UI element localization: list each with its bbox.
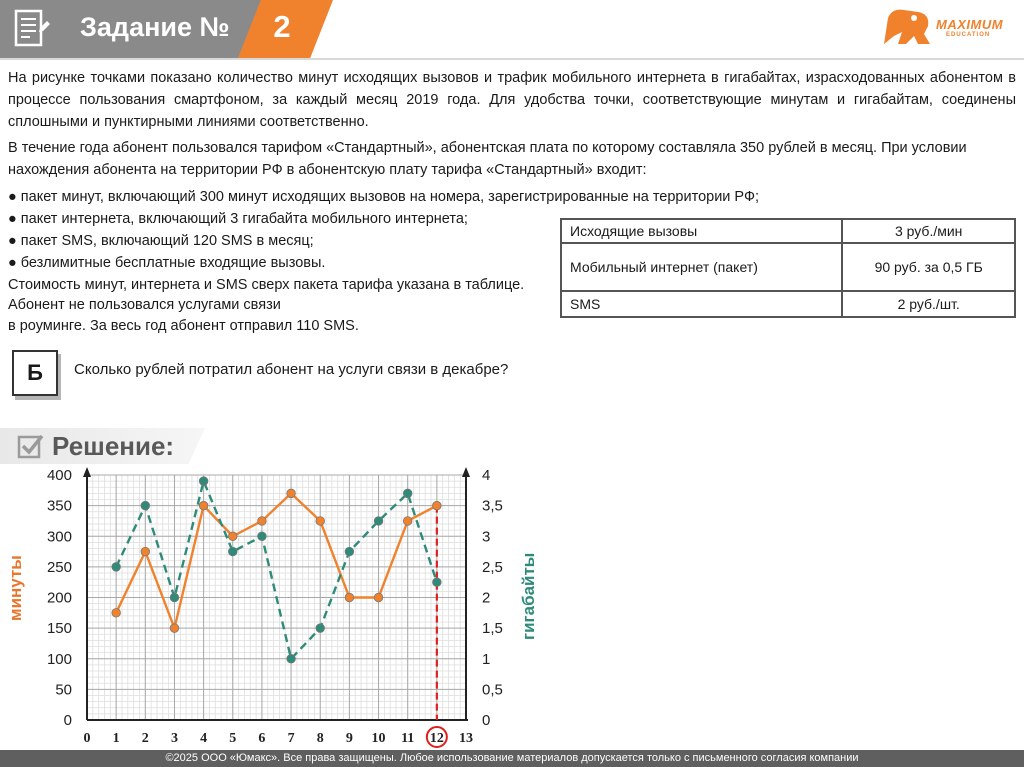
y-left-tick-label: 50 (55, 681, 72, 699)
tail-line-3: в роуминге. За весь год абонент отправил 110 SMS. (8, 318, 359, 334)
x-tick-label: 13 (459, 731, 473, 746)
data-point-гигабайты (374, 517, 383, 526)
rate-price: 3 руб./мин (842, 219, 1015, 243)
x-tick-label: 8 (316, 731, 324, 746)
logo-wordmark: MAXIMUM (936, 17, 1004, 32)
y-axis-right-label: гигабайты (519, 552, 538, 640)
y-left-tick-label: 150 (46, 620, 72, 638)
x-tick-label: 10 (371, 731, 386, 746)
y-left-tick-label: 0 (63, 712, 72, 729)
task-title: Задание № (80, 12, 230, 42)
x-tick-label: 4 (200, 731, 208, 746)
y-right-tick-label: 2 (482, 589, 491, 607)
data-point-гигабайты (345, 547, 354, 556)
data-point-минуты (345, 593, 354, 602)
data-point-гигабайты (433, 578, 442, 587)
y-right-tick-label: 1,5 (482, 620, 503, 638)
solution-title: Решение: (52, 431, 175, 461)
rate-name: Исходящие вызовы (561, 219, 842, 243)
y-left-tick-label: 350 (46, 497, 72, 515)
data-point-минуты (141, 547, 150, 556)
y-right-tick-label: 4 (482, 467, 491, 484)
y-right-tick-label: 3,5 (482, 497, 503, 515)
x-tick-label: 9 (345, 731, 353, 746)
question-text: Сколько рублей потратил абонент на услуги связи в декабре? (74, 361, 509, 378)
usage-chart (0, 462, 1024, 750)
table-row (561, 291, 1015, 317)
rate-price: 2 руб./шт. (842, 291, 1015, 317)
x-tick-label: 5 (229, 731, 237, 746)
bullet-minutes: ● пакет минут, включающий 300 минут исходящих вызовов на номера, зарегистрированные на территории РФ; (8, 189, 759, 205)
x-tick-label: 11 (401, 731, 415, 746)
x-tick-label: 3 (170, 731, 178, 746)
tail-line-2: Абонент не пользовался услугами связи (8, 297, 281, 313)
data-point-гигабайты (316, 624, 325, 633)
document-icon (12, 8, 52, 50)
bullet-sms: ● пакет SMS, включающий 120 SMS в месяц; (8, 233, 314, 249)
checkbox-check-icon (17, 433, 44, 460)
x-tick-label: 6 (258, 731, 266, 746)
data-point-гигабайты (170, 593, 179, 602)
y-right-tick-label: 3 (482, 528, 491, 546)
y-axis-right-arrow (462, 467, 470, 477)
data-point-минуты (403, 517, 412, 526)
tail-line-1: Стоимость минут, интернета и SMS сверх пакета тарифа указана в таблице. (8, 277, 525, 293)
data-point-гигабайты (403, 489, 412, 498)
data-point-минуты (112, 609, 121, 618)
header-divider (0, 58, 1024, 60)
problem-intro: На рисунке точками показано количество минут исходящих вызовов и трафик мобильного интернета в гигабайтах, израсходованных абонентом в процессе пользования смартфоном, за каждый месяц 2019 года. Для удобства точки, соответствующие минутам и гигабайтам, соединены сплошными и пунктирными линиями соответственно. (8, 70, 1016, 130)
y-axis-left-label: минуты (6, 555, 25, 621)
data-point-минуты (170, 624, 179, 633)
rates-table (560, 218, 1016, 318)
y-left-tick-label: 100 (46, 650, 72, 668)
x-tick-label: 7 (287, 731, 295, 746)
y-right-tick-label: 0 (482, 712, 491, 729)
data-point-минуты (228, 532, 237, 541)
y-left-tick-label: 250 (46, 558, 72, 576)
rate-name: SMS (561, 291, 842, 317)
data-point-минуты (199, 501, 208, 510)
data-point-гигабайты (141, 501, 150, 510)
slide-header (0, 0, 1024, 64)
y-axis-left-arrow (83, 467, 91, 477)
table-row (561, 219, 1015, 243)
data-point-гигабайты (112, 563, 121, 572)
y-left-tick-label: 200 (46, 589, 72, 607)
y-left-tick-label: 400 (46, 467, 72, 484)
y-right-tick-label: 1 (482, 650, 491, 668)
table-row (561, 243, 1015, 291)
x-tick-label: 1 (112, 731, 120, 746)
y-right-tick-label: 0,5 (482, 681, 503, 699)
data-point-гигабайты (287, 654, 296, 663)
task-number: 2 (273, 9, 291, 44)
data-point-гигабайты (199, 477, 208, 486)
x-tick-label: 2 (141, 731, 149, 746)
bullet-incoming: ● безлимитные бесплатные входящие вызовы. (8, 255, 326, 271)
data-point-гигабайты (228, 547, 237, 556)
x-tick-label: 0 (83, 731, 91, 746)
data-point-минуты (316, 517, 325, 526)
data-point-минуты (258, 517, 267, 526)
question-label-badge: Б (12, 350, 58, 396)
data-point-минуты (374, 593, 383, 602)
data-point-гигабайты (258, 532, 267, 541)
copyright-footer: ©2025 ООО «Юмакс». Все права защищены. Любое использование материалов допускается только с письменного согласия компании (0, 750, 1024, 767)
rate-price: 90 руб. за 0,5 ГБ (842, 243, 1015, 291)
x-tick-label: 12 (429, 731, 444, 746)
y-left-tick-label: 300 (46, 528, 72, 546)
rate-name: Мобильный интернет (пакет) (561, 243, 842, 291)
logo-subtitle: EDUCATION (946, 32, 991, 38)
bullet-internet: ● пакет интернета, включающий 3 гигабайта мобильного интернета; (8, 211, 468, 227)
problem-tariff: В течение года абонент пользовался тарифом «Стандартный», абонентская плата по которому составляла 350 рублей в месяц. При условии нахождения абонента на территории РФ в абонентскую плату тарифа «Стандартный» входит: (8, 140, 967, 178)
data-point-минуты (433, 501, 442, 510)
y-right-tick-label: 2,5 (482, 558, 503, 576)
data-point-минуты (287, 489, 296, 498)
